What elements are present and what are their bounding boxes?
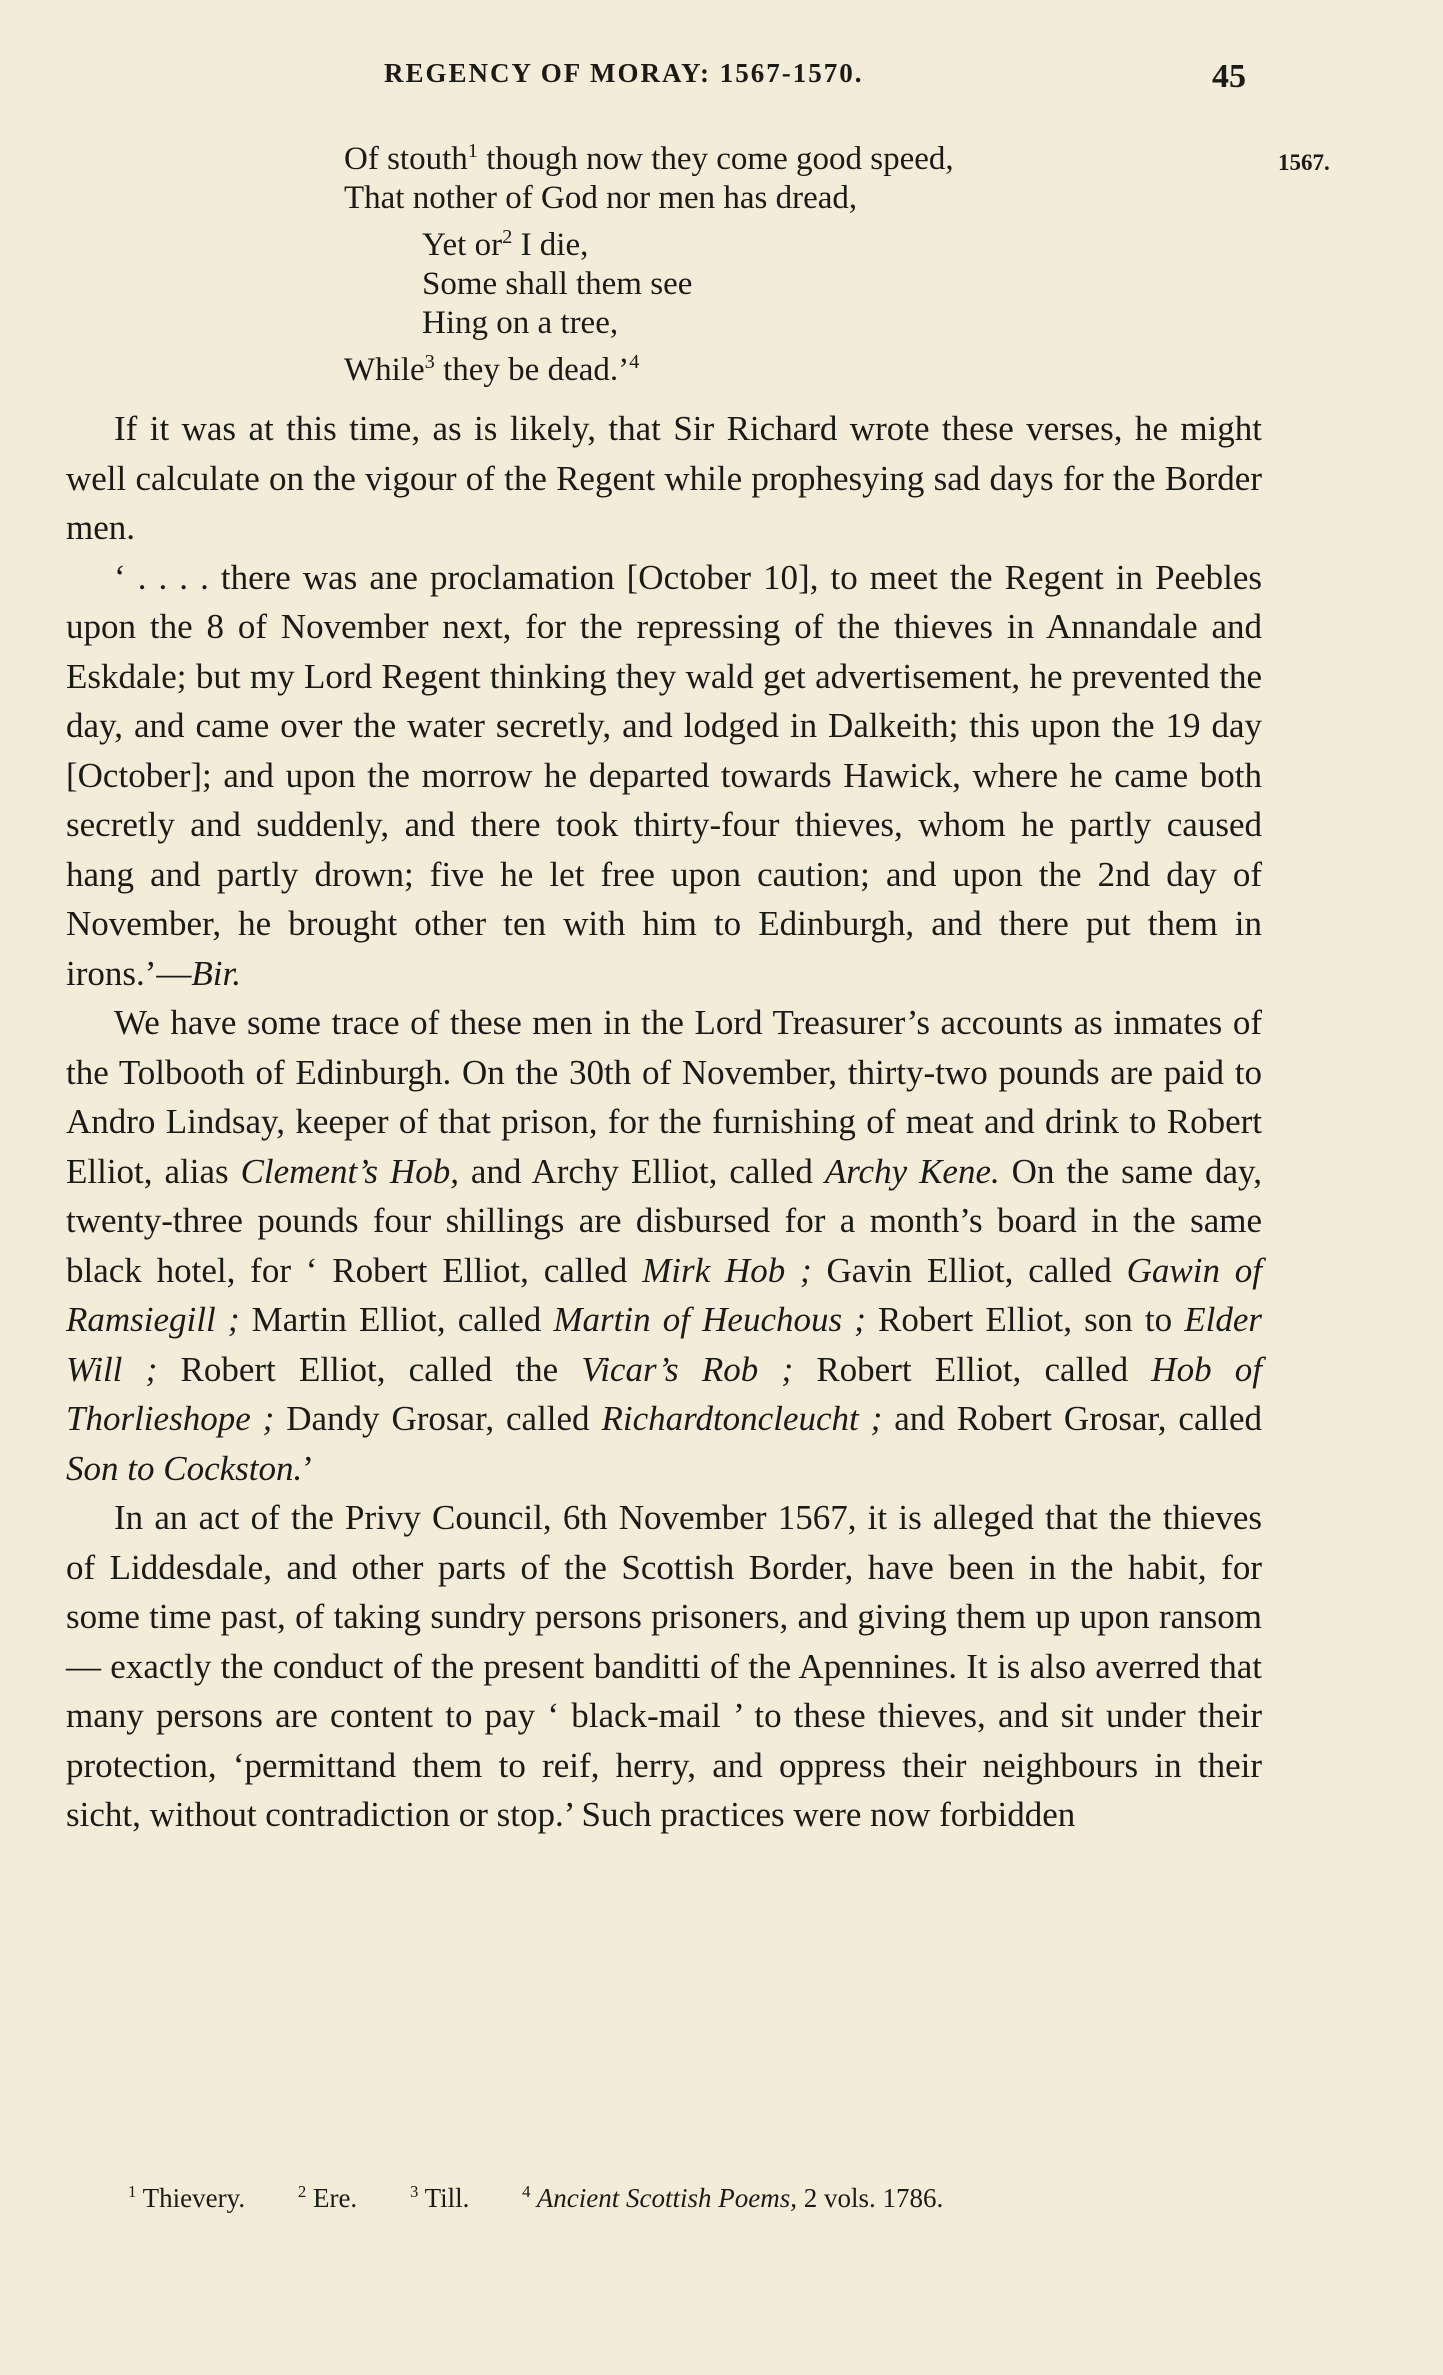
paragraph: ‘ . . . . there was ane proclamation [October 10], to meet the Regent in Peebles upon the 8 of November next, for the repressing of the thieves in Annandale and Eskdale; but my Lord Regent thinking they wald get advertisement, he prevented the day, and came over the water secretly, and lodged in Dalkeith; this upon the 19 day [October]; and upon the morrow he departed towards Hawick, where he came both secretly and suddenly, and there took thirty-four thieves, whom he partly caused hang and partly drown; five he let free upon caution; and upon the 2nd day of November, he brought other ten with him to Edinburgh, and there put them in irons.’—Bir. — [66, 557, 1262, 993]
running-title: REGENCY OF MORAY: 1567-1570. — [384, 58, 864, 88]
paragraph: We have some trace of these men in the Lord Treasurer’s accounts as inmates of the Tolbooth of Edinburgh. On the 30th of November, thirty-two pounds are paid to Andro Lindsay, keeper of that prison, for the furnishing of meat and drink to Robert Elliot, alias Clement’s Hob, and Archy Elliot, called Archy Kene. On the same day, twenty-three pounds four shillings are disbursed for a month’s board in the same black hotel, for ‘ Robert Elliot, called Mirk Hob ; Gavin Elliot, called Gawin of Ramsiegill ; Martin Elliot, called Martin of Heuchous ; Robert Elliot, son to Elder Will ; Robert Elliot, called the Vicar’s Rob ; Robert Elliot, called Hob of Thorlieshope ; Dandy Grosar, called Richardtoncleucht ; and Robert Grosar, called Son to Cockston.’ — [66, 1003, 1263, 1488]
verse-quotation — [344, 132, 954, 390]
source-citation: Bir. — [191, 953, 242, 993]
verse-line: Of stouth$^1$ though now they come good speed, — [344, 140, 954, 177]
paragraph: If it was at this time, as is likely, that Sir Richard wrote these verses, he might well calculate on the vigour of the Regent while prophesying sad days for the Border men. — [66, 409, 1262, 547]
page-number: 45 — [1212, 58, 1246, 95]
footnotes — [128, 2182, 989, 2214]
footnote-ref: 2 — [502, 226, 513, 248]
verse-line: While$^3$ they be dead.’$^4$ — [344, 351, 640, 388]
footnote: $^4$ Ancient Scottish Poems, 2 vols. 1786. — [522, 2182, 944, 2213]
verse-line: Yet $or^2$ I die, — [422, 226, 589, 263]
footnote-ref: 1 — [467, 140, 478, 162]
footnote-ref: 3 — [424, 351, 435, 373]
verse-line: That nother of God nor men has dread, — [344, 180, 858, 216]
footnote-ref: 4 — [629, 351, 640, 373]
footnote: $^1$ Thievery. — [128, 2182, 246, 2213]
footnote: $^2$ Ere. — [297, 2182, 358, 2213]
verse-line: Some shall them see — [422, 266, 693, 302]
body-text — [66, 404, 1262, 1840]
footnote: $^3$ Till. — [409, 2182, 470, 2213]
margin-year: 1567. — [1278, 150, 1330, 175]
paragraph: In an act of the Privy Council, 6th November 1567, it is alleged that the thieves of Liddesdale, and other parts of the Scottish Border, have been in the habit, for some time past, of taking sundry persons prisoners, and giving them up upon ransom— exactly the conduct of the present banditti of the Apennines. It is also averred that many persons are content to pay ‘ black-mail ’ to these thieves, and sit under their protection, ‘permittand them to reif, herry, and oppress their neighbours in their sicht, without contradiction or stop.’ Such practices were now forbidden — [66, 1498, 1262, 1834]
verse-line: Hing on a tree, — [422, 305, 619, 341]
